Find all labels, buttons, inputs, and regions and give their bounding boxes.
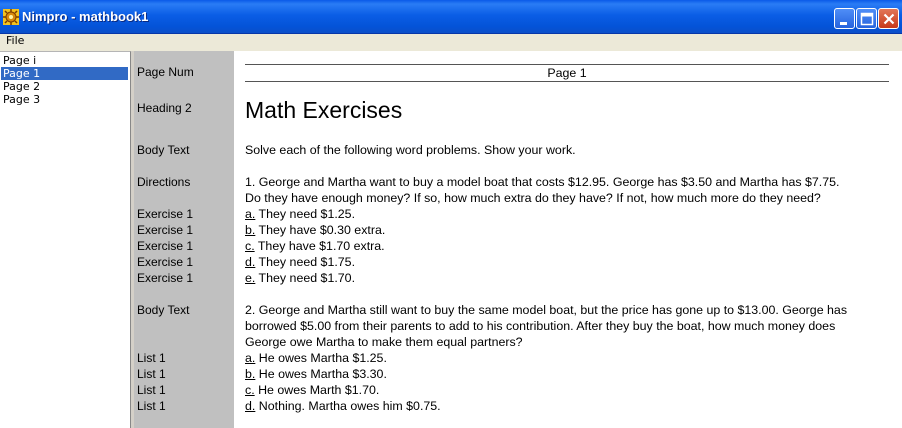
style-label-exercise[interactable]: Exercise 1 <box>137 239 194 253</box>
option-letter: e. <box>245 271 256 285</box>
style-label-exercise[interactable]: Exercise 1 <box>137 207 194 221</box>
style-label-list[interactable]: List 1 <box>137 351 166 365</box>
option-letter: c. <box>245 383 255 397</box>
answer-option <box>245 222 385 238</box>
option-letter: c. <box>245 239 255 253</box>
style-label-exercise[interactable]: Exercise 1 <box>137 223 194 237</box>
page-list-item-page-2[interactable]: Page 2 <box>3 80 41 93</box>
problem-1-text: Do they have enough money? If so, how much extra do they have? If not, how much more do they need? <box>245 191 821 205</box>
close-icon <box>879 9 900 30</box>
menu-file[interactable]: File <box>6 34 25 47</box>
page-list <box>0 51 131 428</box>
page-list-item-page-3[interactable]: Page 3 <box>3 93 41 106</box>
option-letter: b. <box>245 367 256 381</box>
option-letter: a. <box>245 351 256 365</box>
style-label-list[interactable]: List 1 <box>137 383 166 397</box>
option-text: They have $0.30 extra. <box>255 223 386 237</box>
answer-option <box>245 254 355 270</box>
page-list-item-page-i[interactable]: Page i <box>3 54 37 67</box>
answer-option <box>245 270 355 286</box>
minimize-button[interactable] <box>834 8 855 29</box>
close-button[interactable] <box>878 8 899 29</box>
option-text: He owes Martha $1.25. <box>255 351 387 365</box>
list-option <box>245 398 441 414</box>
page-header-bottom-rule <box>245 81 889 82</box>
style-label-heading-2[interactable]: Heading 2 <box>137 101 192 115</box>
window-title: Nimpro - mathbook1 <box>22 9 149 24</box>
option-text: Nothing. Martha owes him $0.75. <box>255 399 441 413</box>
style-label-body-text[interactable]: Body Text <box>137 303 190 317</box>
problem-2-text: George owe Martha to make them equal partners? <box>245 335 523 349</box>
answer-option <box>245 238 385 254</box>
intro-text: Solve each of the following word problems. Show your work. <box>245 143 576 157</box>
maximize-icon <box>857 9 878 30</box>
style-label-body-text[interactable]: Body Text <box>137 143 190 157</box>
page-list-item-page-1[interactable]: Page 1 <box>1 67 128 80</box>
style-label-list[interactable]: List 1 <box>137 399 166 413</box>
title-bar[interactable] <box>0 0 902 34</box>
style-label-exercise[interactable]: Exercise 1 <box>137 271 194 285</box>
minimize-icon <box>835 9 856 30</box>
list-option <box>245 350 387 366</box>
document-heading: Math Exercises <box>245 97 403 123</box>
style-label-list[interactable]: List 1 <box>137 367 166 381</box>
style-label-page-num[interactable]: Page Num <box>137 65 194 79</box>
app-gear-icon <box>3 9 19 25</box>
menu-bar <box>0 34 902 49</box>
option-letter: a. <box>245 207 256 221</box>
option-letter: b. <box>245 223 256 237</box>
option-text: He owes Marth $1.70. <box>254 383 380 397</box>
option-text: He owes Martha $3.30. <box>255 367 387 381</box>
page-header-top-rule <box>245 64 889 65</box>
option-text: They have $1.70 extra. <box>254 239 385 253</box>
list-option <box>245 382 379 398</box>
answer-option <box>245 206 355 222</box>
option-letter: d. <box>245 255 256 269</box>
option-text: They need $1.25. <box>255 207 356 221</box>
page-number: Page 1 <box>547 66 587 80</box>
option-text: They need $1.70. <box>255 271 356 285</box>
problem-2-text: 2. George and Martha still want to buy the same model boat, but the price has gone up to $13.00. George has <box>245 303 848 317</box>
problem-1-text: 1. George and Martha want to buy a model boat that costs $12.95. George has $3.50 and Martha has $7.75. <box>245 175 840 189</box>
option-letter: d. <box>245 399 256 413</box>
style-label-exercise[interactable]: Exercise 1 <box>137 255 194 269</box>
maximize-button[interactable] <box>856 8 877 29</box>
problem-2-text: borrowed $5.00 from their parents to add to his contribution. After they buy the boat, how much money does <box>245 319 836 333</box>
style-label-directions[interactable]: Directions <box>137 175 191 189</box>
list-option <box>245 366 387 382</box>
option-text: They need $1.75. <box>255 255 356 269</box>
